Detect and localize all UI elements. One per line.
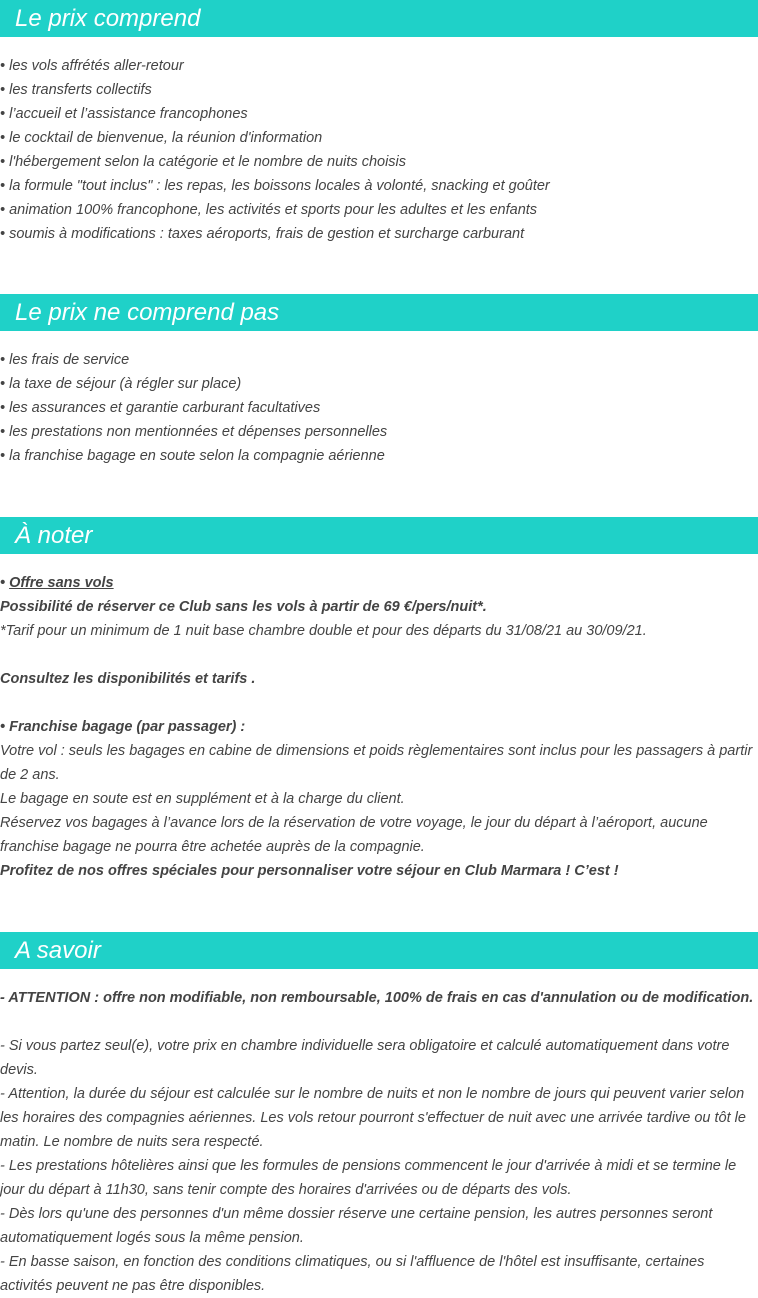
a-savoir-content	[0, 986, 758, 1298]
a-noter-content	[0, 571, 758, 883]
spacer	[0, 643, 758, 667]
list-item: • les frais de service	[0, 352, 130, 368]
list-item: • l’accueil et l’assistance francophones	[0, 106, 248, 122]
list-item: • l'hébergement selon la catégorie et le nombre de nuits choisis	[0, 154, 407, 170]
franchise-text: Le bagage en soute est en supplément et à la charge du client.	[0, 791, 405, 807]
list-item: • la taxe de séjour (à régler sur place)	[0, 376, 242, 392]
info-paragraph: - Si vous partez seul(e), votre prix en chambre individuelle sera obligatoire et calculé automatiquement dans votre devis.	[0, 1038, 730, 1078]
offer-title: Offre sans vols	[9, 575, 114, 591]
franchise-text: Réservez vos bagages à l’avance lors de la réservation de votre voyage, le jour du départ à l’aéroport, aucune franchise bagage ne pourra être achetée auprès de la compagnie.	[0, 815, 708, 855]
list-item: • la franchise bagage en soute selon la compagnie aérienne	[0, 448, 385, 464]
offer-text: Possibilité de réserver ce Club sans les vols à partir de 69 €/pers/nuit*.	[0, 599, 487, 615]
consult-text: Consultez les disponibilités et tarifs .	[0, 671, 256, 687]
list-item: • animation 100% francophone, les activités et sports pour les adultes et les enfants	[0, 202, 538, 218]
profitez-text: Profitez de nos offres spéciales pour personnaliser votre séjour en Club Marmara ! C’est !	[0, 863, 619, 879]
list-item: • le cocktail de bienvenue, la réunion d'information	[0, 130, 323, 146]
offer-heading	[0, 571, 758, 595]
list-item: • les vols affrétés aller-retour	[0, 58, 184, 74]
franchise-heading: • Franchise bagage (par passager) :	[0, 719, 246, 735]
info-paragraph: - En basse saison, en fonction des conditions climatiques, ou si l'affluence de l'hôtel est insuffisante, certaines activités peuvent ne pas être disponibles.	[0, 1254, 705, 1294]
section-title-a-savoir: A savoir	[0, 932, 758, 969]
franchise-text: Votre vol : seuls les bagages en cabine de dimensions et poids règlementaires sont inclus pour les passagers à partir de 2 ans.	[0, 743, 753, 783]
tarif-note: *Tarif pour un minimum de 1 nuit base chambre double et pour des départs du 31/08/21 au 30/09/21.	[0, 623, 647, 639]
prix-ne-comprend-pas-list	[0, 348, 758, 468]
list-item: • les transferts collectifs	[0, 82, 152, 98]
attention-text: - ATTENTION : offre non modifiable, non remboursable, 100% de frais en cas d'annulation ou de modification.	[0, 990, 754, 1006]
info-paragraph: - Les prestations hôtelières ainsi que les formules de pensions commencent le jour d'arrivée à midi et se termine le jour du départ à 11h30, sans tenir compte des horaires d'arrivées ou de départs des vols.	[0, 1158, 737, 1198]
list-item: • les assurances et garantie carburant facultatives	[0, 400, 321, 416]
list-item: • soumis à modifications : taxes aéroports, frais de gestion et surcharge carburant	[0, 226, 525, 242]
prix-comprend-list	[0, 54, 758, 246]
spacer	[0, 691, 758, 715]
bullet: •	[0, 575, 10, 591]
list-item: • les prestations non mentionnées et dépenses personnelles	[0, 424, 388, 440]
spacer	[0, 1010, 758, 1034]
info-paragraph: - Attention, la durée du séjour est calculée sur le nombre de nuits et non le nombre de jours qui peuvent varier selon les horaires des compagnies aériennes. Les vols retour pourront s'effectuer de nuit avec une arrivée tardive ou tôt le matin. Le nombre de nuits sera respecté.	[0, 1086, 746, 1150]
section-title-prix-comprend: Le prix comprend	[0, 0, 758, 37]
info-paragraph: - Dès lors qu'une des personnes d'un même dossier réserve une certaine pension, les autres personnes seront automatiquement logés sous la même pension.	[0, 1206, 713, 1246]
list-item: • la formule "tout inclus" : les repas, les boissons locales à volonté, snacking et goûter	[0, 178, 550, 194]
section-title-prix-ne-comprend-pas: Le prix ne comprend pas	[0, 294, 758, 331]
section-title-a-noter: À noter	[0, 517, 758, 554]
